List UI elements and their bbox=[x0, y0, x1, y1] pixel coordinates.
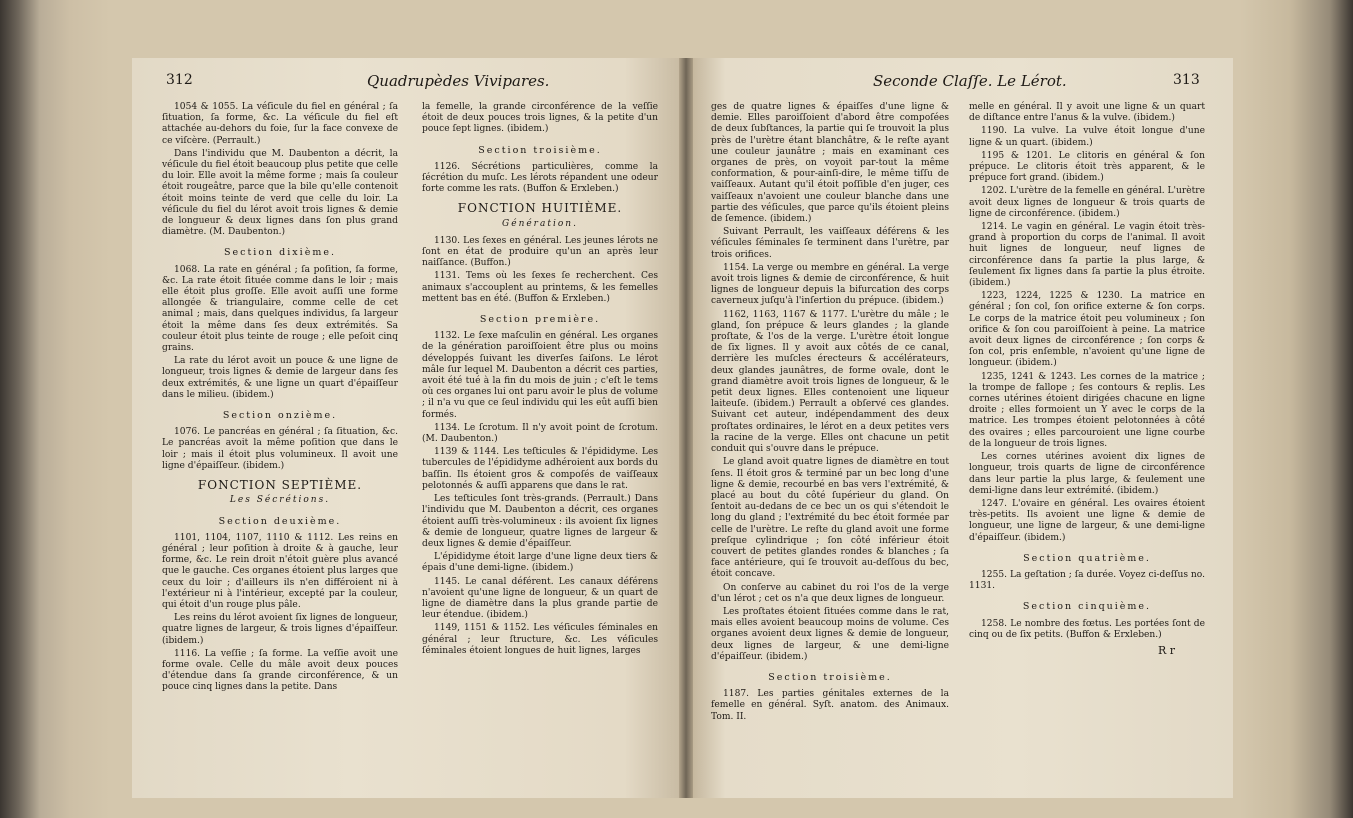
right-page bbox=[693, 58, 1233, 798]
paragraph: Les reins du lérot avoient ſix lignes de longueur, quatre lignes de largeur, & trois lignes d'épaiſſeur. (ibidem.) bbox=[162, 613, 398, 646]
right-column-1 bbox=[711, 102, 949, 725]
section-heading: Section troisième. bbox=[768, 671, 892, 683]
section-heading: FONCTION SEPTIÈME. bbox=[197, 478, 363, 493]
section-heading: Section première. bbox=[479, 314, 601, 326]
paragraph: Le gland avoit quatre lignes de diamètre en tout ſens. Il étoit gros & terminé par un bec long d'une ligne & demie, recourbé en bas vers l'extrémité, & placé au bout du côté ſupérieur du gland. On ſentoit au-dedans de ce bec un os qui s'étendoit le long du gland ; l'extrémité du bec étoit formée par celle de l'urètre. Le reſte du gland avoit une forme preſque cylindrique ; ſon côté inférieur étoit couvert de petites glandes rondes & blanches ; ſa face antérieure, qui ſe trouvoit au-deſſous du bec, étoit concave. bbox=[711, 457, 949, 580]
paragraph: 1154. La verge ou membre en général. La verge avoit trois lignes & demie de circonférence, & huit lignes de longueur depuis la bifurcation des corps caverneux juſqu'à l'inſertion du prépuce. (ibidem.) bbox=[711, 262, 949, 307]
section-heading: Section dixième. bbox=[224, 247, 336, 259]
section-heading: FONCTION HUITIÈME. bbox=[457, 201, 623, 216]
paragraph: ges de quatre lignes & épaiſſes d'une ligne & demie. Elles paroiſſoient d'abord être compoſées de deux ſubſtances, la partie qui ſe trouvoit la plus près de l'urètre étant blanchâtre, & le reſte ayant une couleur jaunâtre ; mais en examinant ces organes de près, on voyoit par-tout la même conformation, & pour-ainſi-dire, le même tiſſu de vaiſſeaux. Autant qu'il étoit poſſible d'en juger, ces vaiſſeaux n'avoient une couleur blanche dans une partie des véſicules, que parce qu'ils étoient pleins de ſemence. (ibidem.) bbox=[711, 102, 949, 225]
paragraph: L'épididyme étoit large d'une ligne deux tiers & épais d'une demi-ligne. (ibidem.) bbox=[422, 552, 658, 574]
paragraph: Dans l'individu que M. Daubenton a décrit, la véſicule du fiel étoit beaucoup plus petite que celle du loir. Elle avoit la même forme ; mais ſa couleur étoit rougeâtre, parce que la bile qu'elle contenoit étoit moins teinte de verd que celle du loir. La véſicule du fiel du lérot avoit trois lignes & demie de longueur & deux lignes dans ſon plus grand diamètre. (M. Daubenton.) bbox=[162, 148, 398, 238]
paragraph: 1187. Les parties génitales externes de la femelle en général. Syſt. anatom. des Animaux. Tom. II. bbox=[711, 689, 949, 722]
paragraph: 1130. Les ſexes en général. Les jeunes lérots ne ſont en état de produire qu'un an après leur naiſſance. (Buffon.) bbox=[422, 235, 658, 269]
left-page bbox=[132, 58, 679, 798]
paragraph: 1054 & 1055. La véſicule du fiel en général ; ſa ſituation, ſa forme, &c. La véſicule du fiel eſt attachée au-dehors du foie, ſur la face convexe de ce viſcère. (Perrault.) bbox=[162, 102, 398, 146]
paragraph: On conſerve au cabinet du roi l'os de la verge d'un lérot ; cet os n'a que deux lignes de longueur. bbox=[711, 582, 949, 604]
paragraph: 1126. Sécrétions particulières, comme la ſécrétion du muſc. Les lérots répandent une odeur forte comme les rats. (Buffon & Erxleben.) bbox=[422, 161, 658, 195]
paragraph: 1255. La geſtation ; ſa durée. Voyez ci-deſſus no. 1131. bbox=[969, 569, 1205, 592]
section-heading: Génération. bbox=[502, 218, 578, 229]
paragraph: Les proſtates étoient ſituées comme dans le rat, mais elles avoient beaucoup moins de volume. Ces organes avoient deux lignes & demie de longueur, deux lignes de largeur, & une demi-ligne d'épaiſſeur. (ibidem.) bbox=[711, 606, 949, 662]
paragraph: Suivant Perrault, les vaiſſeaux déférens & les véſicules ſéminales ſe terminent dans l'urètre, par trois orifices. bbox=[711, 227, 949, 260]
left-page-number: 312 bbox=[166, 72, 193, 88]
book-gutter bbox=[679, 58, 693, 798]
section-heading: Section troisième. bbox=[478, 144, 602, 156]
paragraph: 1214. Le vagin en général. Le vagin étoit très-grand à proportion du corps de l'animal. Il avoit huit lignes de longueur, neuf lignes de circonférence dans ſa partie la plus large, & ſeulement ſix lignes dans ſa partie la plus étroite. (ibidem.) bbox=[969, 222, 1205, 289]
paragraph: 1202. L'urètre de la femelle en général. L'urètre avoit deux lignes de longueur & trois quarts de ligne de circonférence. (ibidem.) bbox=[969, 186, 1206, 219]
paragraph: Les teſticules ſont très-grands. (Perrault.) Dans l'individu que M. Daubenton a décrit, ces organes étoient auſſi très-volumineux : ils avoient ſix lignes & demie de longueur, quatre lignes de largeur & deux lignes & demie d'épaiſſeur. bbox=[422, 494, 658, 549]
right-page-number: 313 bbox=[1173, 72, 1200, 88]
paragraph: 1247. L'ovaire en général. Les ovaires étoient très-petits. Ils avoient une ligne & demie de longueur, une ligne de largeur, & une demi-ligne d'épaiſſeur. (ibidem.) bbox=[969, 498, 1205, 543]
left-running-header: Quadrupèdes Vivipares. bbox=[367, 72, 550, 90]
paragraph: Les cornes utérines avoient dix lignes de longueur, trois quarts de ligne de circonférence dans leur partie la plus large, & ſeulement une demi-ligne dans leur extrémité. (ibidem.) bbox=[969, 452, 1205, 496]
section-heading: Section deuxième. bbox=[218, 515, 342, 527]
paragraph: 1258. Le nombre des fœtus. Les portées ſont de cinq ou de ſix petits. (Buffon & Erxleben.) bbox=[969, 618, 1205, 640]
section-heading: Section cinquième. bbox=[1022, 601, 1152, 613]
paragraph: la femelle, la grande circonférence de la veſſie étoit de deux pouces trois lignes, & la petite d'un pouce ſept lignes. (ibidem.) bbox=[422, 102, 658, 135]
section-heading: Les Sécrétions. bbox=[229, 495, 331, 506]
paragraph: 1131. Tems où les ſexes ſe recherchent. Ces animaux s'accouplent au printems, & les femelles mettent bas en été. (Buffon & Erxleben.) bbox=[422, 271, 658, 304]
paragraph: 1068. La rate en général ; ſa poſition, ſa forme, &c. La rate étoit ſituée comme dans le loir ; mais elle étoit plus groſſe. Elle avoit auſſi une forme allongée & triangulaire, comme celle de cet animal ; mais, dans quelques individus, ſa largeur étoit la même dans ſes deux extrémités. Sa couleur étoit plus teinte de rouge ; elle peſoit cinq grains. bbox=[162, 264, 398, 354]
paragraph: 1132. Le ſexe maſculin en général. Les organes de la génération paroiſſoient être plus ou moins développés ſuivant les diverſes ſaiſons. Le lérot mâle ſur lequel M. Daubenton a décrit ces parties, avoit été tué à la fin du mois de juin ; c'eſt le tems où ces organes lui ont paru avoir le plus de volume ; il n'a vu que ce ſeul individu qui les eût auſſi bien formés. bbox=[422, 331, 658, 420]
paragraph: 1101, 1104, 1107, 1110 & 1112. Les reins en général ; leur poſition à droite & à gauche, leur forme, &c. Le rein droit n'étoit guère plus avancé que le gauche. Ces organes étoient plus larges que ceux du loir ; d'ailleurs ils n'en différoient ni à l'extérieur ni à l'intérieur, excepté par la couleur, qui étoit d'un rouge plus pâle. bbox=[162, 532, 398, 610]
left-column-2 bbox=[422, 102, 658, 659]
paragraph: 1162, 1163, 1167 & 1177. L'urètre du mâle ; le gland, ſon prépuce & leurs glandes ; la glande proſtate, & l'os de la verge. L'urètre étoit longue de ſix lignes. Il y avoit aux côtés de ce canal, derrière les muſcles érecteurs & accélérateurs, deux glandes jaunâtres, de forme ovale, dont le grand diamètre avoit trois lignes de longueur, & le petit deux lignes. Elles contenoient une liqueur laiteuſe. (ibidem.) Perrault a obſervé ces glandes. Suivant cet auteur, indépendamment des deux proſtates ordinaires, le lérot en a deux petites vers la racine de la verge. Elles ont chacune un petit conduit qui s'ouvre dans le prépuce. bbox=[711, 309, 949, 455]
paragraph: 1235, 1241 & 1243. Les cornes de la matrice ; la trompe de fallope ; ſes contours & replis. Les cornes utérines étoient dirigées chacune en ligne droite ; elles formoient un Y avec le corps de la matrice. Les trompes étoient pelotonnées à côté des ovaires ; elles parcouroient une ligne courbe de la longueur de trois lignes. bbox=[969, 371, 1205, 449]
left-column-1 bbox=[162, 102, 398, 696]
paragraph: La rate du lérot avoit un pouce & une ligne de longueur, trois lignes & demie de largeur dans ſes deux extrémités, & une ligne un quart d'épaiſſeur dans le milieu. (ibidem.) bbox=[162, 356, 398, 400]
paragraph: 1195 & 1201. Le clitoris en général & ſon prépuce. Le clitoris étoit très apparent, & le prépuce fort grand. (ibidem.) bbox=[969, 150, 1205, 184]
paragraph: 1139 & 1144. Les teſticules & l'épididyme. Les tubercules de l'épididyme adhéroient aux bords du baſſin. Ils étoient gros & compoſés de vaiſſeaux pelotonnés & auſſi apparens que dans le rat. bbox=[422, 447, 658, 491]
section-heading: Section onzième. bbox=[222, 410, 338, 422]
paragraph: 1149, 1151 & 1152. Les véſicules ſéminales en général ; leur ſtructure, &c. Les véſicules ſéminales étoient longues de huit lignes, larges bbox=[422, 623, 658, 656]
paragraph: 1116. La veſſie ; ſa forme. La veſſie avoit une forme ovale. Celle du mâle avoit deux pouces d'étendue dans ſa grande circonférence, & un pouce cinq lignes dans la petite. Dans bbox=[162, 648, 398, 693]
right-column-2 bbox=[969, 102, 1205, 656]
paragraph: 1190. La vulve. La vulve étoit longue d'une ligne & un quart. (ibidem.) bbox=[969, 126, 1205, 148]
right-running-header: Seconde Claſſe. Le Lérot. bbox=[873, 72, 1067, 90]
paragraph: 1145. Le canal déférent. Les canaux déférens n'avoient qu'une ligne de longueur, & un quart de ligne de diamètre dans la plus grande partie de leur étendue. (ibidem.) bbox=[422, 576, 658, 621]
paragraph: 1134. Le ſcrotum. Il n'y avoit point de ſcrotum. (M. Daubenton.) bbox=[422, 422, 658, 445]
paragraph: 1076. Le pancréas en général ; ſa ſituation, &c. Le pancréas avoit la même poſition que dans le loir ; mais il étoit plus volumineux. Il avoit une ligne d'épaiſſeur. (ibidem.) bbox=[162, 427, 398, 471]
signature-mark: R r bbox=[1157, 643, 1175, 657]
paragraph: melle en général. Il y avoit une ligne & un quart de diſtance entre l'anus & la vulve. (ibidem.) bbox=[969, 102, 1205, 124]
section-heading: Section quatrième. bbox=[1023, 552, 1151, 564]
paragraph: 1223, 1224, 1225 & 1230. La matrice en général ; ſon col, ſon orifice externe & ſon corps. Le corps de la matrice étoit peu volumineux ; ſon orifice & ſon cou paroiſſoient à peine. La matrice avoit deux lignes de circonférence ; ſon corps & ſon col, pris enſemble, n'avoient qu'une ligne de longueur. (ibidem.) bbox=[969, 291, 1205, 369]
